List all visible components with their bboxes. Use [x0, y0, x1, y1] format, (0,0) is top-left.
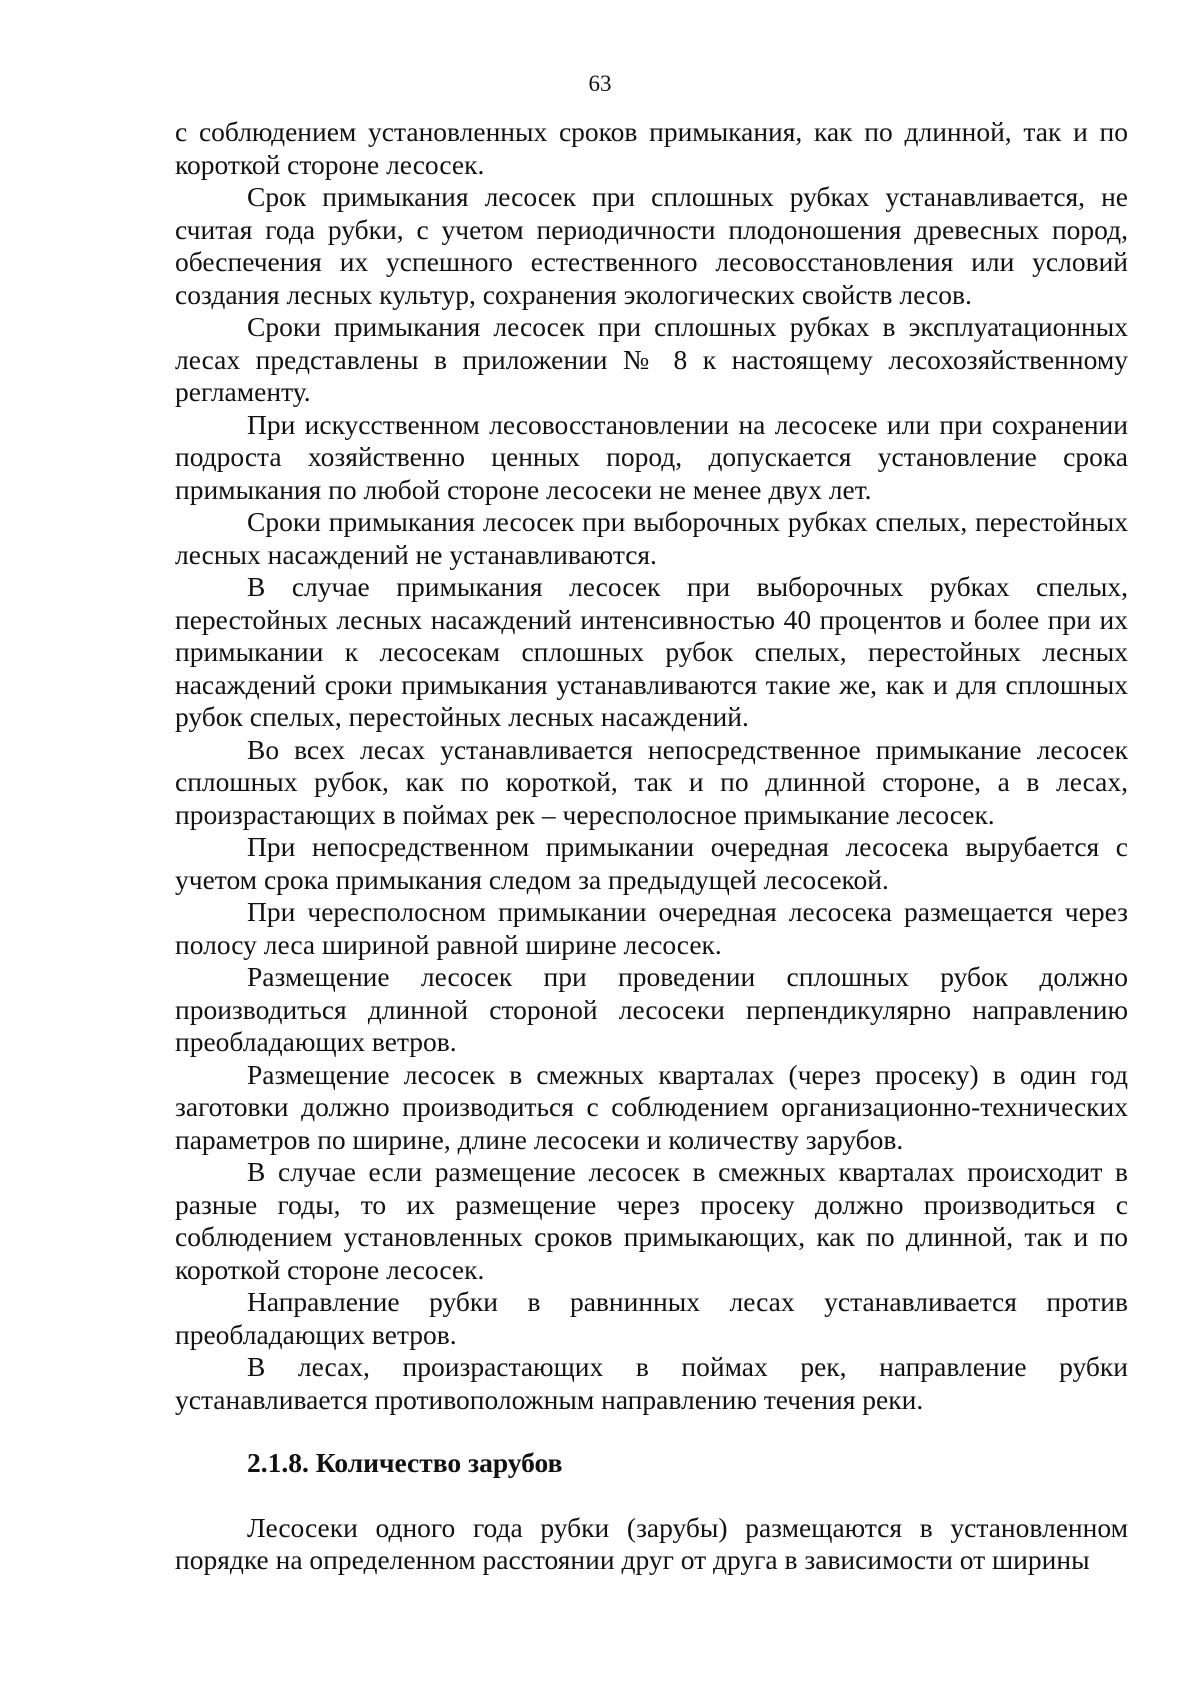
paragraph: Во всех лесах устанавливается непосредственное примыкание лесосек сплошных рубок, как по короткой, так и по длинной стороне, а в лесах, произрастающих в поймах рек – чересполосное примыкание лесосек.: [175, 733, 1128, 830]
section-heading: 2.1.8. Количество зарубов: [247, 1447, 563, 1478]
document-body: [175, 116, 1128, 1577]
page-number: 63: [588, 71, 612, 96]
paragraph: с соблюдением установленных сроков примыкания, как по длинной, так и по короткой стороне лесосек.: [175, 116, 1128, 180]
paragraph: В лесах, произрастающих в поймах рек, направление рубки устанавливается противоположным направлению течения реки.: [175, 1351, 1128, 1415]
paragraph: Лесосеки одного года рубки (зарубы) размещаются в установленном порядке на определенном расстоянии друг от друга в зависимости от ширины: [175, 1511, 1128, 1575]
paragraph: В случае если размещение лесосек в смежных кварталах происходит в разные годы, то их размещение через просеку должно производиться с соблюдением установленных сроков примыкающих, как по длинной, так и по короткой стороне лесосек.: [175, 1156, 1128, 1285]
paragraph: При искусственном лесовосстановлении на лесосеке или при сохранении подроста хозяйственно ценных пород, допускается установление срока примыкания по любой стороне лесосеки не менее двух лет.: [175, 408, 1128, 505]
paragraph: Срок примыкания лесосек при сплошных рубках устанавливается, не считая года рубки, с учетом периодичности плодоношения древесных пород, обеспечения их успешного естественного лесовосстановления или условий создания лесных культур, сохранения экологических свойств лесов.: [175, 181, 1128, 310]
paragraph: В случае примыкания лесосек при выборочных рубках спелых, перестойных лесных насаждений интенсивностью 40 процентов и более при их примыкании к лесосекам сплошных рубок спелых, перестойных лесных насаждений сроки примыкания устанавливаются такие же, как и для сплошных рубок спелых, перестойных лесных насаждений.: [175, 571, 1128, 732]
paragraph: Направление рубки в равнинных лесах устанавливается против преобладающих ветров.: [175, 1286, 1128, 1350]
paragraph: Размещение лесосек при проведении сплошных рубок должно производиться длинной стороной лесосеки перпендикулярно направлению преобладающих ветров.: [175, 961, 1128, 1057]
paragraph: Сроки примыкания лесосек при сплошных рубках в эксплуатационных лесах представлены в приложении № 8 к настоящему лесохозяйственному регламенту.: [175, 311, 1128, 407]
paragraph: Сроки примыкания лесосек при выборочных рубках спелых, перестойных лесных насаждений не устанавливаются.: [175, 506, 1128, 570]
paragraph: Размещение лесосек в смежных кварталах (через просеку) в один год заготовки должно производиться с соблюдением организационно-технических параметров по ширине, длине лесосеки и количеству зарубов.: [175, 1058, 1128, 1155]
paragraph: При чересполосном примыкании очередная лесосека размещается через полосу леса шириной равной ширине лесосек.: [175, 896, 1128, 960]
paragraph: При непосредственном примыкании очередная лесосека вырубается с учетом срока примыкания следом за предыдущей лесосекой.: [175, 831, 1128, 895]
